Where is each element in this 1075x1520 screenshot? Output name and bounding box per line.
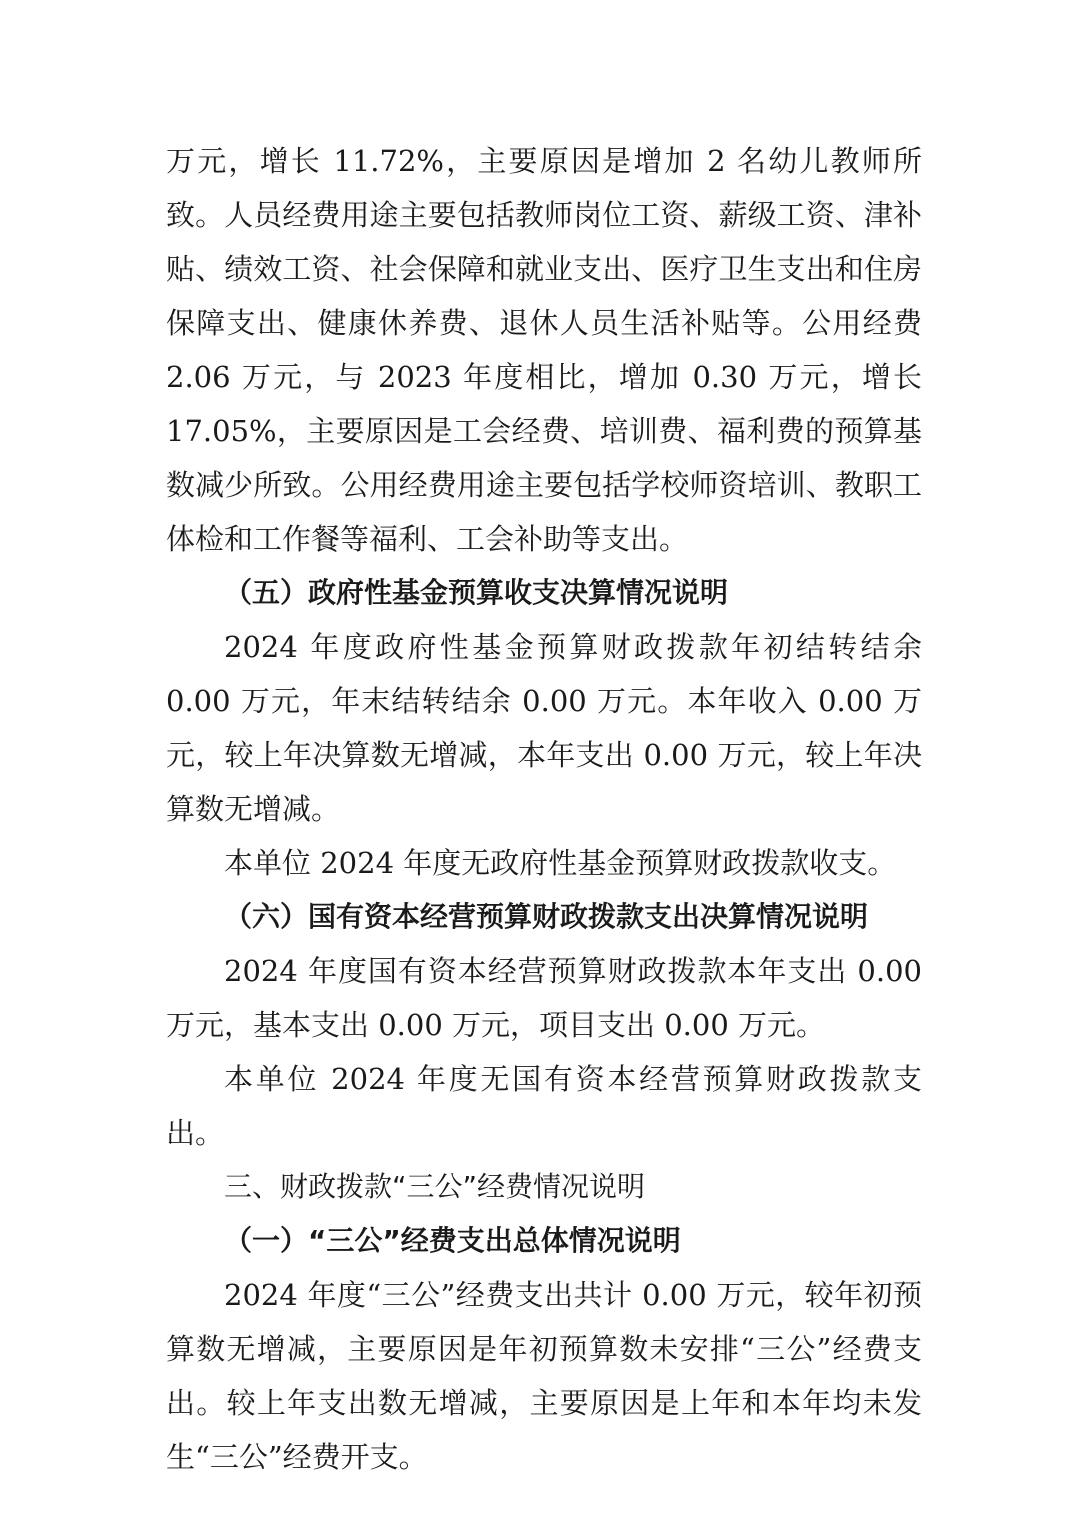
paragraph-state-capital-none: 本单位 2024 年度无国有资本经营预算财政拨款支出。 [166,1062,922,1150]
paragraph-gov-fund-none: 本单位 2024 年度无政府性基金预算财政拨款收支。 [224,846,897,880]
paragraph-gov-fund-figures: 2024 年度政府性基金预算财政拨款年初结转结余 0.00 万元，年末结转结余 0.00 万元。本年收入 0.00 万元，较上年决算数无增减，本年支出 0.00 万元，较上年决算数无增减。 [166,630,922,826]
heading-three-public-overview: （一）“三公”经费支出总体情况说明 [224,1224,681,1257]
section-three-public-expenses: 三、财政拨款“三公”经费情况说明 [224,1170,646,1203]
heading-state-capital-budget: （六）国有资本经营预算财政拨款支出决算情况说明 [224,900,869,933]
paragraph-three-public-figures: 2024 年度“三公”经费支出共计 0.00 万元，较年初预算数无增减，主要原因是年初预算数未安排“三公”经费支出。较上年支出数无增减，主要原因是上年和本年均未发生“三公”经费开支。 [166,1278,922,1474]
paragraph-state-capital-figures: 2024 年度国有资本经营预算财政拨款本年支出 0.00 万元，基本支出 0.00 万元，项目支出 0.00 万元。 [166,954,922,1042]
heading-gov-fund-budget: （五）政府性基金预算收支决算情况说明 [224,576,729,609]
paragraph-personnel-expense: 万元，增长 11.72%，主要原因是增加 2 名幼儿教师所致。人员经费用途主要包括教师岗位工资、薪级工资、津补贴、绩效工资、社会保障和就业支出、医疗卫生支出和住房保障支出、健康休养费、退休人员生活补贴等。公用经费 2.06 万元，与 2023 年度相比，增加 0.30 万元，增长 17.05%，主要原因是工会经费、培训费、福利费的预算基数减少所致。公用经费用途主要包括学校师资培训、教职工体检和工作餐等福利、工会补助等支出。 [166,144,922,556]
